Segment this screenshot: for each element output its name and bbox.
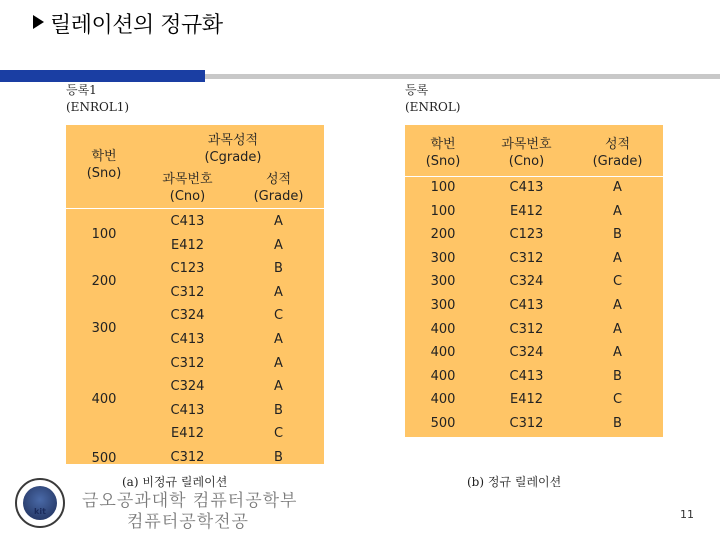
- left-row-grade: A: [274, 379, 283, 395]
- left-header-grade: [233, 171, 324, 205]
- right-row-cno: C123: [509, 227, 544, 243]
- left-header-cgrade-line1: 과목성적: [207, 133, 259, 148]
- left-header-cno-line2: (Cno): [169, 189, 206, 204]
- left-caption: (a) 비정규 릴레이션: [122, 475, 228, 489]
- university-name: 금오공과대학 컴퓨터공학부: [82, 491, 298, 511]
- left-relation-name-line1: 등록1: [66, 83, 97, 97]
- accent-bar: [0, 70, 205, 82]
- right-row-grade: B: [613, 227, 622, 243]
- right-header-cno-line1: 과목번호: [501, 137, 552, 152]
- right-row-cno: C312: [509, 416, 544, 431]
- left-row-cno: C123: [170, 261, 205, 277]
- right-row-grade: C: [612, 274, 623, 290]
- left-header-grade-line1: 성적: [265, 172, 292, 187]
- left-relation-name: [66, 82, 129, 116]
- left-header-divider: [66, 208, 324, 209]
- right-header-grade: [572, 136, 663, 170]
- right-header-cno-line2: (Cno): [508, 154, 545, 169]
- left-row-cno: C324: [170, 379, 205, 395]
- slide-title: 릴레이션의 정규화: [50, 13, 223, 38]
- right-row-cno: E412: [509, 203, 544, 219]
- left-row-grade: B: [274, 402, 283, 418]
- right-row-grade: B: [613, 416, 622, 431]
- left-row-cno: E412: [170, 426, 205, 442]
- right-row-grade: A: [613, 345, 622, 361]
- right-row-grade: A: [613, 250, 622, 266]
- right-row-sno: 300: [430, 298, 456, 313]
- right-row-sno: 200: [430, 227, 456, 243]
- right-header-sno-line2: (Sno): [425, 154, 461, 169]
- right-row-cno: C312: [509, 250, 544, 266]
- right-row-sno: 100: [430, 203, 456, 219]
- right-row-sno: 300: [430, 250, 456, 266]
- right-row-grade: A: [613, 321, 622, 337]
- left-header-grade-line2: (Grade): [253, 189, 304, 204]
- left-group-sno: 300: [91, 321, 117, 336]
- page-number: 11: [680, 508, 694, 521]
- right-row-cno: C413: [509, 368, 544, 384]
- left-header-sno: [66, 148, 142, 182]
- left-row-cno: C312: [170, 355, 205, 371]
- title-arrow-icon: [33, 15, 44, 29]
- left-row-cno: C312: [170, 284, 205, 300]
- right-row-grade: A: [613, 298, 622, 313]
- left-header-sno-line1: 학번: [91, 149, 117, 164]
- right-header-sno-line1: 학번: [430, 137, 456, 152]
- right-header-grade-line1: 성적: [604, 137, 631, 152]
- left-row-cno: E412: [170, 237, 205, 253]
- left-group-sno: 400: [91, 391, 117, 407]
- left-group-sno: 100: [91, 226, 117, 242]
- right-header-cno: [481, 136, 572, 170]
- right-row-grade: A: [613, 180, 622, 195]
- right-row-cno: C324: [509, 345, 544, 361]
- left-header-cno-line1: 과목번호: [162, 172, 213, 187]
- right-relation-name-line1: 등록: [405, 83, 429, 97]
- right-row-sno: 400: [430, 321, 456, 337]
- left-row-grade: B: [274, 450, 283, 465]
- logo-text: kit: [34, 507, 46, 516]
- university-logo: [15, 478, 65, 528]
- left-row-grade: B: [274, 261, 283, 277]
- left-relation-name-line2: (ENROL1): [66, 100, 130, 114]
- right-header-sno: [405, 136, 481, 170]
- left-row-grade: C: [273, 308, 284, 324]
- left-row-grade: A: [274, 332, 283, 347]
- right-row-sno: 400: [430, 392, 456, 408]
- department-name: 컴퓨터공학전공: [127, 512, 249, 532]
- left-header-cgrade: [142, 132, 324, 166]
- left-row-grade: A: [274, 284, 283, 300]
- left-row-grade: A: [274, 237, 283, 253]
- right-relation-name: [405, 82, 460, 116]
- right-header-divider: [405, 176, 663, 177]
- right-row-sno: 400: [430, 368, 456, 384]
- divider-bar: [205, 74, 720, 79]
- right-row-grade: B: [613, 368, 622, 384]
- left-row-cno: C413: [170, 332, 205, 347]
- right-row-cno: C312: [509, 321, 544, 337]
- right-row-cno: C413: [509, 180, 544, 195]
- left-row-grade: C: [273, 426, 284, 442]
- right-row-sno: 400: [430, 345, 456, 361]
- right-caption: (b) 정규 릴레이션: [467, 475, 562, 489]
- left-group-sno: 500: [91, 450, 117, 466]
- right-row-sno: 100: [430, 180, 456, 195]
- right-row-cno: E412: [509, 392, 544, 408]
- left-header-cno: [142, 171, 233, 205]
- left-relation-table: [66, 125, 324, 464]
- right-row-grade: A: [613, 203, 622, 219]
- left-header-sno-line2: (Sno): [86, 166, 122, 181]
- right-row-sno: 500: [430, 416, 456, 431]
- right-relation-name-line2: (ENROL): [405, 100, 461, 114]
- left-row-cno: C413: [170, 402, 205, 418]
- left-row-cno: C324: [170, 308, 205, 324]
- left-row-cno: C413: [170, 214, 205, 229]
- right-row-cno: C413: [509, 298, 544, 313]
- left-row-grade: A: [274, 355, 283, 371]
- left-row-grade: A: [274, 214, 283, 229]
- right-row-grade: C: [612, 392, 623, 408]
- left-row-cno: C312: [170, 450, 205, 465]
- left-header-cgrade-line2: (Cgrade): [204, 150, 262, 165]
- right-row-cno: C324: [509, 274, 544, 290]
- right-header-grade-line2: (Grade): [592, 154, 643, 169]
- left-group-sno: 200: [91, 273, 117, 289]
- right-relation-table: [405, 125, 663, 437]
- right-row-sno: 300: [430, 274, 456, 290]
